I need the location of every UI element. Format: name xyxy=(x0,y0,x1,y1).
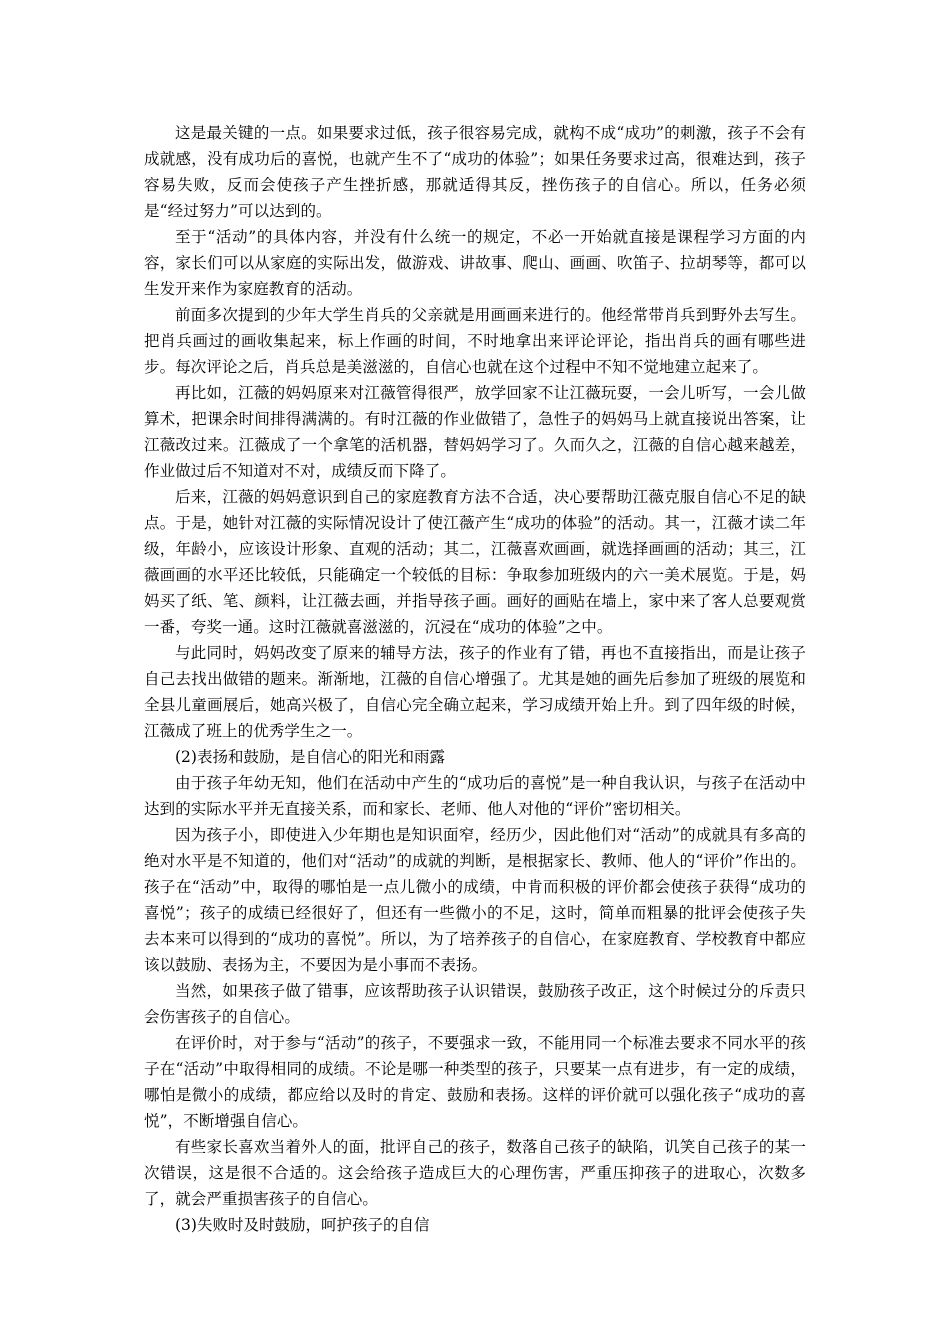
paragraph: 因为孩子小，即使进入少年期也是知识面窄，经历少，因此他们对“活动”的成就具有多高的绝对水平是不知道的，他们对“活动”的成就的判断，是根据家长、教师、他人的“评价”作出的。孩子在“活动”中，取得的哪怕是一点儿微小的成绩，中肯而积极的评价都会使孩子获得“成功的喜悦”；孩子的成绩已经很好了，但还有一些微小的不足，这时，简单而粗暴的批评会使孩子失去本来可以得到的“成功的喜悦”。所以，为了培养孩子的自信心，在家庭教育、学校教育中都应该以鼓励、表扬为主，不要因为是小事而不表扬。 xyxy=(144,826,806,974)
paragraph: 前面多次提到的少年大学生肖兵的父亲就是用画画来进行的。他经常带肖兵到野外去写生。把肖兵画过的画收集起来，标上作画的时间，不时地拿出来评论评论，指出肖兵的画有哪些进步。每次评论之后，肖兵总是美滋滋的，自信心也就在这个过程中不知不觉地建立起来了。 xyxy=(144,306,806,376)
paragraph: 与此同时，妈妈改变了原来的辅导方法，孩子的作业有了错，再也不直接指出，而是让孩子自己去找出做错的题来。渐渐地，江薇的自信心增强了。尤其是她的画先后参加了班级的展览和全县儿童画展后，她高兴极了，自信心完全确立起来，学习成绩开始上升。到了四年级的时候，江薇成了班上的优秀学生之一。 xyxy=(144,644,806,740)
paragraph: 当然，如果孩子做了错事，应该帮助孩子认识错误，鼓励孩子改正，这个时候过分的斥责只会伤害孩子的自信心。 xyxy=(144,982,806,1026)
section-heading: (3)失败时及时鼓励，呵护孩子的自信 xyxy=(175,1216,430,1234)
paragraph: 有些家长喜欢当着外人的面，批评自己的孩子，数落自己孩子的缺陷，讥笑自己孩子的某一次错误，这是很不合适的。这会给孩子造成巨大的心理伤害，严重压抑孩子的进取心，次数多了，就会严重损害孩子的自信心。 xyxy=(144,1138,806,1208)
paragraph: 再比如，江薇的妈妈原来对江薇管得很严，放学回家不让江薇玩耍，一会儿听写，一会儿做算术，把课余时间排得满满的。有时江薇的作业做错了，急性子的妈妈马上就直接说出答案，让江薇改过来。江薇成了一个拿笔的活机器，替妈妈学习了。久而久之，江薇的自信心越来越差，作业做过后不知道对不对，成绩反而下降了。 xyxy=(144,384,806,480)
paragraph: 这是最关键的一点。如果要求过低，孩子很容易完成，就构不成“成功”的刺激，孩子不会有成就感，没有成功后的喜悦，也就产生不了“成功的体验”；如果任务要求过高，很难达到，孩子容易失败，反而会使孩子产生挫折感，那就适得其反，挫伤孩子的自信心。所以，任务必须是“经过努力”可以达到的。 xyxy=(144,124,806,220)
paragraph: 至于“活动”的具体内容，并没有什么统一的规定，不必一开始就直接是课程学习方面的内容，家长们可以从家庭的实际出发，做游戏、讲故事、爬山、画画、吹笛子、拉胡琴等，都可以生发开来作为家庭教育的活动。 xyxy=(144,228,806,298)
paragraph: 由于孩子年幼无知，他们在活动中产生的“成功后的喜悦”是一种自我认识，与孩子在活动中达到的实际水平并无直接关系，而和家长、老师、他人对他的“评价”密切相关。 xyxy=(144,774,806,818)
section-heading: (2)表扬和鼓励，是自信心的阳光和雨露 xyxy=(175,748,445,766)
document-body xyxy=(144,120,806,1238)
paragraph: 在评价时，对于参与“活动”的孩子，不要强求一致，不能用同一个标准去要求不同水平的孩子在“活动”中取得相同的成绩。不论是哪一种类型的孩子，只要某一点有进步，有一定的成绩，哪怕是微小的成绩，都应给以及时的肯定、鼓励和表扬。这样的评价就可以强化孩子“成功的喜悦”，不断增强自信心。 xyxy=(144,1034,806,1130)
paragraph: 后来，江薇的妈妈意识到自己的家庭教育方法不合适，决心要帮助江薇克服自信心不足的缺点。于是，她针对江薇的实际情况设计了使江薇产生“成功的体验”的活动。其一，江薇才读二年级，年龄小，应该设计形象、直观的活动；其二，江薇喜欢画画，就选择画画的活动；其三，江薇画画的水平还比较低，只能确定一个较低的目标：争取参加班级内的六一美术展览。于是，妈妈买了纸、笔、颜料，让江薇去画，并指导孩子画。画好的画贴在墙上，家中来了客人总要观赏一番，夸奖一通。这时江薇就喜滋滋的，沉浸在“成功的体验”之中。 xyxy=(144,488,806,636)
